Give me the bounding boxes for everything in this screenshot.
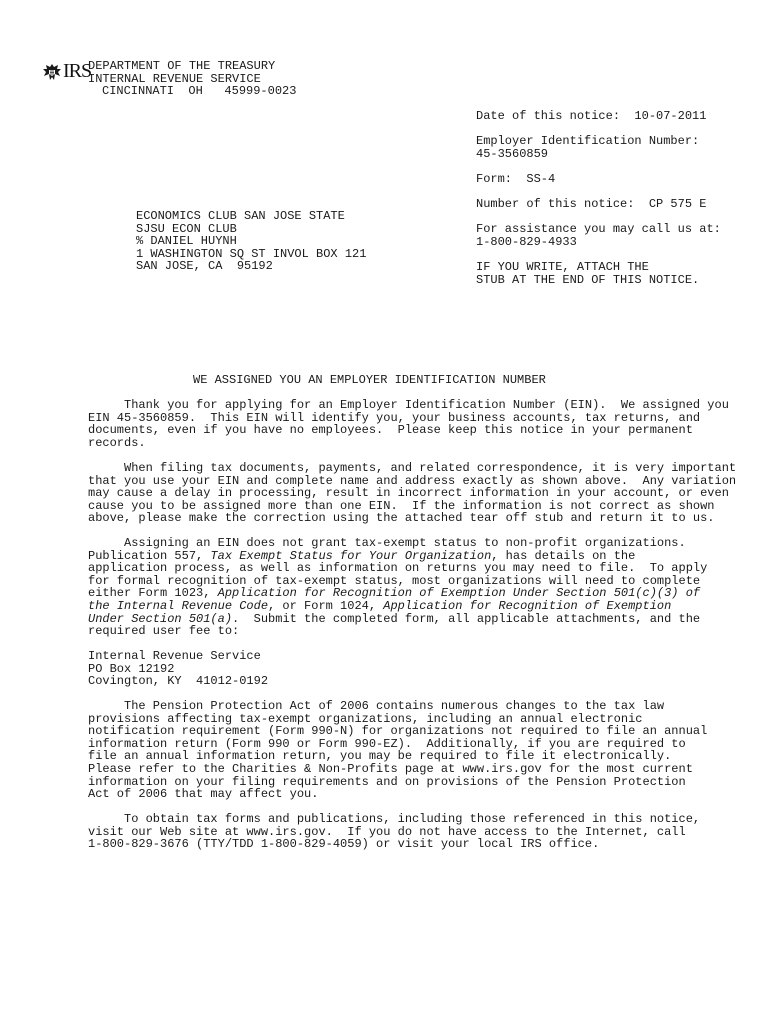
notice-number: Number of this notice: CP 575 E (476, 197, 707, 212)
notice-heading (193, 374, 546, 387)
paragraph-line: records. (88, 435, 146, 450)
paragraph-line: Act of 2006 that may affect you. (88, 787, 319, 802)
form-number: Form: SS-4 (476, 171, 556, 186)
form-title: Application for Recognition of Exemption (383, 598, 672, 613)
recipient-line: % DANIEL HUYNH (136, 234, 237, 249)
assistance-label: For assistance you may call us at: (476, 222, 721, 237)
text-segment: Publication 557, (88, 548, 211, 563)
paragraph-line: file an annual information return, you may be required to file it electronically. (88, 749, 672, 764)
irs-logo-text: IRS (63, 60, 92, 82)
paragraph-line: that you use your EIN and complete name and address exactly as shown above. Any variation (88, 473, 737, 488)
irs-logo (42, 60, 92, 82)
agency-line-service: INTERNAL REVENUE SERVICE (88, 71, 261, 86)
recipient-line: SJSU ECON CLUB (136, 221, 237, 236)
paragraph-line: notification requirement (Form 990-N) for organizations not required to file an annual (88, 724, 708, 739)
paragraph-line: cause you to be assigned more than one EIN. If the information is not correct as shown (88, 498, 715, 513)
paragraph-line: Please refer to the Charities & Non-Profits page at www.irs.gov for the most current (88, 761, 693, 776)
address-line: Internal Revenue Service (88, 649, 261, 663)
agency-line-department: DEPARTMENT OF THE TREASURY (88, 59, 276, 73)
assistance-phone: 1-800-829-4933 (476, 234, 577, 249)
notice-date: Date of this notice: 10-07-2011 (476, 109, 707, 123)
agency-line-address: CINCINNATI OH 45999-0023 (102, 84, 297, 99)
paragraph-line: documents, even if you have no employees. Please keep this notice in your permanent (88, 423, 693, 438)
paragraph-line: EIN 45-3560859. This EIN will identify you, your business accounts, tax returns, and (88, 410, 701, 425)
paragraph-line: To obtain tax forms and publications, including those referenced in this notice, (88, 812, 701, 826)
paragraph-line: Thank you for applying for an Employer Identification Number (EIN). We assigned you (88, 398, 729, 412)
paragraph-line: information return (Form 990 or Form 990-EZ). Additionally, if you are required to (88, 736, 686, 751)
address-line: PO Box 12192 (88, 661, 175, 676)
text-segment: , or Form 1024, (268, 598, 384, 613)
ein-value: 45-3560859 (476, 146, 549, 161)
paragraph-tax-exempt-status (88, 537, 728, 638)
text-segment: . Submit the completed form, all applicable attachments, and the (232, 611, 701, 626)
notice-heading-text: WE ASSIGNED YOU AN EMPLOYER IDENTIFICATION NUMBER (193, 373, 546, 387)
irs-mailing-address (88, 650, 728, 688)
ein-label: Employer Identification Number: (476, 134, 700, 149)
recipient-line: SAN JOSE, CA 95192 (136, 259, 273, 274)
recipient-line: ECONOMICS CLUB SAN JOSE STATE (136, 209, 345, 223)
write-instruction-line-1: IF YOU WRITE, ATTACH THE (476, 260, 649, 275)
form-title: the Internal Revenue Code (88, 598, 269, 613)
paragraph-forms-and-publications (88, 813, 728, 851)
paragraph-line: Assigning an EIN does not grant tax-exempt status to non-profit organizations. (88, 536, 686, 550)
paragraph-ein-assigned (88, 399, 728, 449)
publication-title: Tax Exempt Status for Your Organization (210, 548, 492, 563)
form-title: Application for Recognition of Exemption Under Section 501(c)(3) of (217, 586, 701, 601)
paragraph-line: for formal recognition of tax-exempt status, most organizations will need to complete (88, 573, 701, 588)
paragraph-line: may cause a delay in processing, result in incorrect information in your account, or even (88, 486, 729, 501)
paragraph-line: When filing tax documents, payments, and related correspondence, it is very important (88, 461, 737, 475)
text-segment: , has details on the (491, 548, 636, 563)
paragraph-line: The Pension Protection Act of 2006 contains numerous changes to the tax law (88, 699, 665, 713)
paragraph-filing-instructions (88, 461, 737, 526)
address-line: Covington, KY 41012-0192 (88, 674, 269, 689)
paragraph-line: information on your filing requirements and on provisions of the Pension Protection (88, 774, 686, 789)
notice-info-block (476, 110, 721, 286)
write-instruction-line-2: STUB AT THE END OF THIS NOTICE. (476, 272, 700, 287)
recipient-line: 1 WASHINGTON SQ ST INVOL BOX 121 (136, 246, 367, 261)
eagle-emblem-icon (42, 63, 62, 81)
form-title: Under Section 501(a) (88, 611, 233, 626)
agency-block (88, 59, 297, 99)
recipient-address (136, 210, 366, 273)
paragraph-line: visit our Web site at www.irs.gov. If you do not have access to the Internet, call (88, 824, 686, 839)
paragraph-line: 1-800-829-3676 (TTY/TDD 1-800-829-4059) or visit your local IRS office. (88, 837, 600, 852)
paragraph-line: required user fee to: (88, 624, 240, 639)
paragraph-line: application process, as well as information on returns you may need to file. To apply (88, 561, 708, 576)
paragraph-line: provisions affecting tax-exempt organizations, including an annual electronic (88, 711, 643, 726)
text-segment: either Form 1023, (88, 586, 218, 601)
paragraph-pension-protection-act (88, 700, 728, 801)
paragraph-line: above, please make the correction using the attached tear off stub and return it to us. (88, 511, 715, 526)
